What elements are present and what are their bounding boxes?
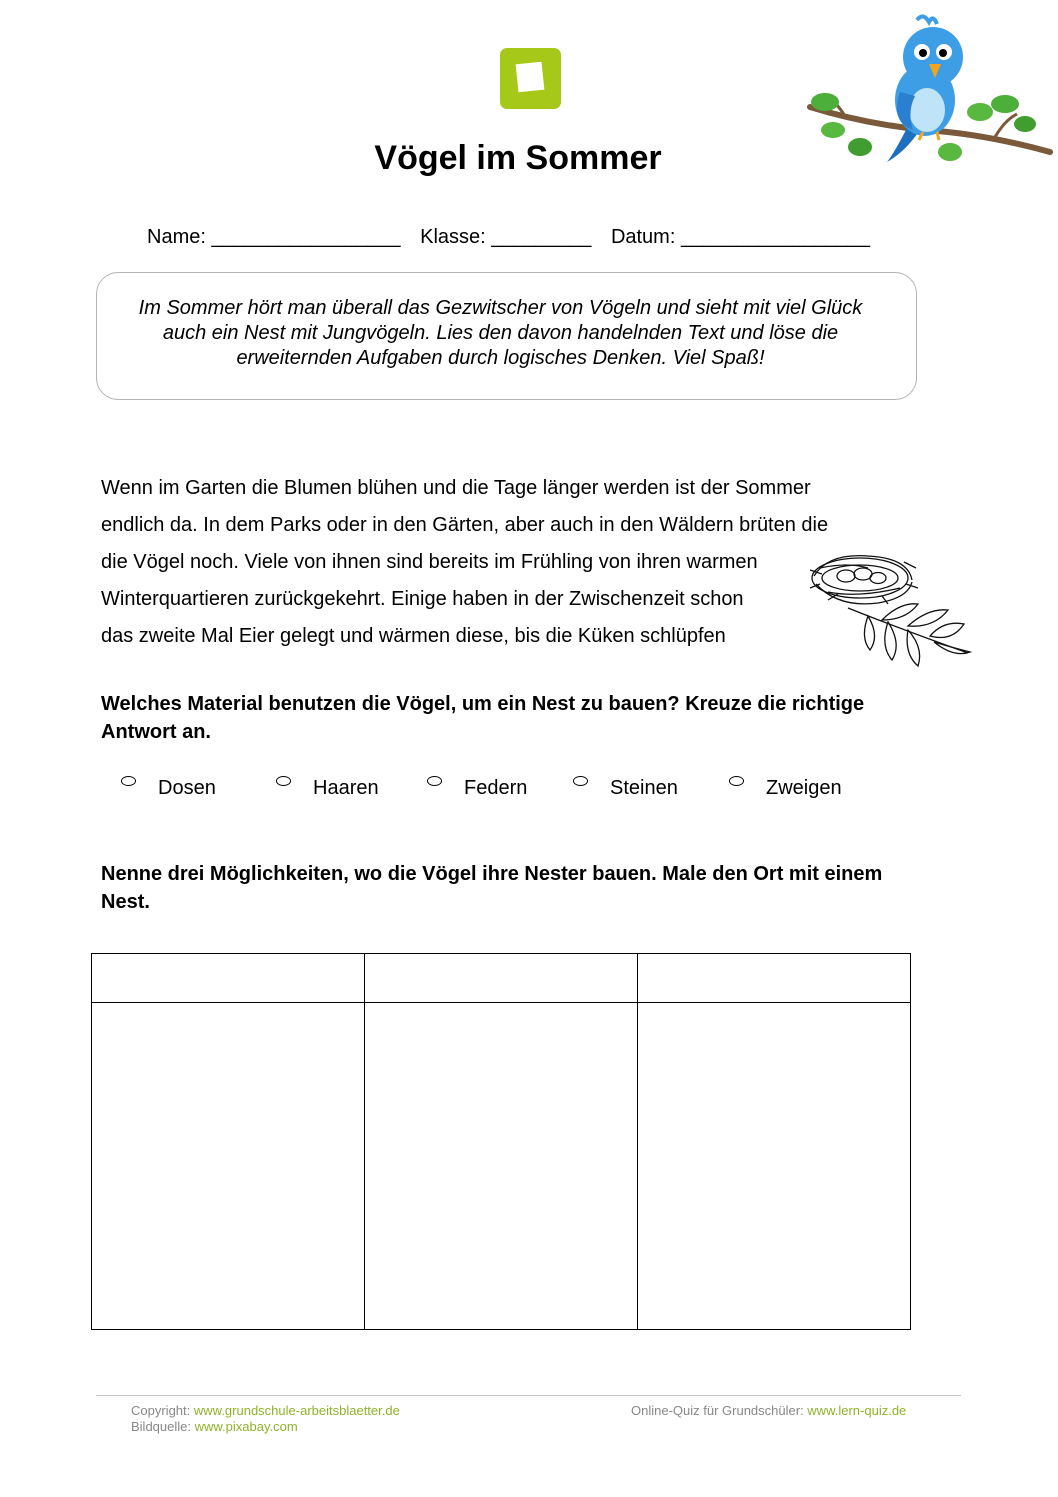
nest-icon xyxy=(808,548,972,674)
option-label: Steinen xyxy=(610,777,678,799)
source-label: Bildquelle: xyxy=(131,1419,195,1434)
quiz-label: Online-Quiz für Grundschüler: xyxy=(631,1403,808,1418)
footer-left xyxy=(131,1403,400,1435)
story-line: das zweite Mal Eier gelegt und wärmen diese, bis die Küken schlüpfen xyxy=(101,625,726,647)
intro-line: auch ein Nest mit Jungvögeln. Lies den davon handelnden Text und löse die xyxy=(162,322,839,344)
copyright-label: Copyright: xyxy=(131,1403,194,1418)
radio-circle-icon[interactable] xyxy=(121,776,136,786)
drawing-cell[interactable] xyxy=(92,1003,365,1330)
drawing-cell[interactable] xyxy=(638,1003,911,1330)
place-name-cell[interactable] xyxy=(638,954,911,1003)
radio-circle-icon[interactable] xyxy=(276,776,291,786)
table-drawing-row xyxy=(92,1003,911,1330)
copyright-link[interactable]: www.grundschule-arbeitsblaetter.de xyxy=(193,1403,400,1418)
klasse-field[interactable]: Klasse: _________ xyxy=(420,226,592,248)
radio-circle-icon[interactable] xyxy=(573,776,588,786)
story-line: Wenn im Garten die Blumen blühen und die Tage länger werden ist der Sommer xyxy=(101,477,811,499)
place-name-cell[interactable] xyxy=(365,954,638,1003)
option-steinen[interactable] xyxy=(573,774,678,802)
option-label: Haaren xyxy=(313,777,379,799)
footer-right xyxy=(631,1403,906,1419)
option-label: Zweigen xyxy=(766,777,842,799)
option-federn[interactable] xyxy=(427,774,527,802)
story-text xyxy=(101,470,891,655)
question-material: Welches Material benutzen die Vögel, um ein Nest zu bauen? Kreuze die richtige Antwort an. xyxy=(101,693,865,743)
note-logo-icon xyxy=(500,48,561,109)
source-link[interactable]: www.pixabay.com xyxy=(194,1419,298,1434)
intro-line: Im Sommer hört man überall das Gezwitscher von Vögeln und sieht mit viel Glück xyxy=(138,297,863,319)
place-name-cell[interactable] xyxy=(92,954,365,1003)
table-header-row xyxy=(92,954,911,1003)
option-haaren[interactable] xyxy=(276,774,379,802)
quiz-link[interactable]: www.lern-quiz.de xyxy=(807,1403,907,1418)
story-line: endlich da. In dem Parks oder in den Gärten, aber auch in den Wäldern brüten die xyxy=(101,514,829,536)
intro-line: erweiternden Aufgaben durch logisches Denken. Viel Spaß! xyxy=(236,347,765,369)
option-dosen[interactable] xyxy=(121,774,216,802)
datum-field[interactable]: Datum: _________________ xyxy=(610,226,871,248)
drawing-cell[interactable] xyxy=(365,1003,638,1330)
page-title: Vögel im Sommer xyxy=(374,139,662,177)
name-field[interactable]: Name: _________________ xyxy=(147,226,401,248)
student-fields xyxy=(147,226,884,249)
option-label: Dosen xyxy=(158,777,216,799)
option-zweigen[interactable] xyxy=(729,774,842,802)
answer-table xyxy=(91,953,911,1330)
intro-box xyxy=(96,272,917,400)
option-label: Federn xyxy=(464,777,528,799)
radio-circle-icon[interactable] xyxy=(729,776,744,786)
question-nest-places: Nenne drei Möglichkeiten, wo die Vögel ihre Nester bauen. Male den Ort mit einem Nest. xyxy=(101,863,883,913)
story-line: Winterquartieren zurückgekehrt. Einige haben in der Zwischenzeit schon xyxy=(101,588,744,610)
story-line: die Vögel noch. Viele von ihnen sind bereits im Frühling von ihren warmen xyxy=(101,551,758,573)
answer-options xyxy=(0,774,1058,804)
footer-divider xyxy=(96,1395,961,1396)
radio-circle-icon[interactable] xyxy=(427,776,442,786)
